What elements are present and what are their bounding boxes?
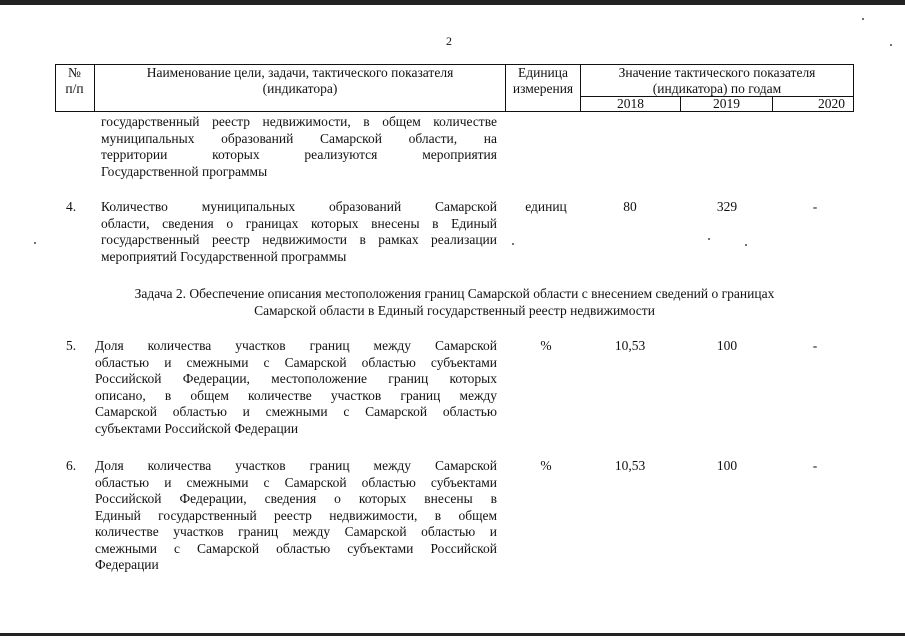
- header-year-2019: 2019: [713, 96, 740, 111]
- page-number: 2: [446, 34, 452, 48]
- text-line: Российской Федерации, сведения о которых внесены в: [95, 491, 497, 506]
- header-year-2020: 2020: [818, 96, 845, 111]
- row-5-value-2018: 10,53: [614, 338, 646, 353]
- text-line: Единый государственный реестр недвижимости, в общем: [95, 507, 497, 523]
- text-line: количестве участков границ между Самарской областью и: [95, 524, 497, 539]
- row-6-name: [95, 458, 497, 574]
- table-header: [55, 64, 854, 112]
- text-line: субъектами Российской Федерации: [95, 420, 299, 436]
- row-6-value-2020: -: [812, 458, 818, 473]
- header-border-right: [853, 64, 854, 112]
- task-2-heading-line2: Самарской области в Единый государственный реестр недвижимости: [254, 302, 655, 318]
- scan-speck: [34, 242, 36, 244]
- text-line: области, сведения о границах которых внесены в Единый: [101, 215, 497, 231]
- scan-speck: [862, 18, 864, 20]
- text-line: Государственной программы: [101, 163, 268, 179]
- row-5-name: [95, 338, 497, 437]
- header-col-unit: [506, 65, 580, 97]
- row-5-value-2019: 100: [716, 338, 738, 353]
- text-line: территории которых реализуются мероприятия: [101, 147, 497, 162]
- header-col-name-line1: Наименование цели, задачи, тактического показателя: [146, 65, 454, 80]
- text-line: государственный реестр недвижимости, в общем количестве: [101, 114, 497, 129]
- text-line: Количество муниципальных образований Самарской: [101, 199, 497, 214]
- scan-speck: [708, 238, 710, 240]
- text-line: областью и смежными с Самарской областью субъектами: [95, 354, 497, 370]
- task-2-heading: [55, 286, 854, 319]
- text-line: Доля количества участков границ между Самарской: [95, 338, 497, 353]
- text-line: смежными с Самарской областью субъектами Российской: [95, 540, 497, 556]
- scan-edge-bottom: [0, 633, 905, 636]
- row-4-value-2019: 329: [716, 199, 738, 214]
- header-year-2018: 2018: [617, 96, 644, 111]
- scan-speck: [890, 44, 892, 46]
- text-line: государственный реестр недвижимости в рамках реализации: [101, 232, 497, 247]
- row-5-number: 5.: [66, 338, 77, 353]
- row-5-unit: %: [540, 338, 552, 353]
- header-col-values: [581, 65, 853, 97]
- row-6-number: 6.: [66, 458, 77, 473]
- scan-speck: [512, 243, 514, 245]
- text-line: областью и смежными с Самарской областью субъектами: [95, 474, 497, 490]
- header-col-unit-line1: Единица: [517, 65, 568, 80]
- row-4-name: [101, 199, 497, 265]
- header-col-name: [95, 65, 505, 97]
- header-col-number-line2: п/п: [65, 81, 84, 96]
- text-line: Доля количества участков границ между Самарской: [95, 458, 497, 473]
- header-col-number-line1: №: [68, 65, 81, 80]
- text-line: Федерации: [95, 557, 159, 572]
- row-6-unit: %: [540, 458, 552, 473]
- header-col-number: [55, 65, 94, 97]
- text-line: Российской Федерации, местоположение границ которых: [95, 371, 497, 386]
- row-6-value-2019: 100: [716, 458, 738, 473]
- row-4-value-2020: -: [812, 199, 818, 214]
- text-line: Самарской областью и смежными с Самарской областью: [95, 404, 497, 419]
- text-line: мероприятий Государственной программы: [101, 248, 347, 264]
- row-4-value-2018: 80: [623, 199, 637, 214]
- scan-edge-top: [0, 0, 905, 5]
- header-col-values-line2: (индикатора) по годам: [652, 81, 782, 96]
- header-col-name-line2: (индикатора): [262, 81, 338, 96]
- text-line: описано, в общем количестве участков границ между: [95, 387, 497, 403]
- row-6-value-2018: 10,53: [614, 458, 646, 473]
- row-5-value-2020: -: [812, 338, 818, 353]
- row-4-number: 4.: [66, 199, 77, 214]
- row-4-unit: единиц: [525, 199, 567, 214]
- header-col-values-line1: Значение тактического показателя: [618, 65, 816, 80]
- scan-speck: [745, 244, 747, 246]
- task-2-heading-line1: Задача 2. Обеспечение описания местоположения границ Самарской области с внесением сведений о границах: [134, 286, 775, 301]
- continuation-text: [101, 114, 497, 180]
- text-line: муниципальных образований Самарской области, на: [101, 130, 497, 146]
- header-col-unit-line2: измерения: [512, 81, 574, 96]
